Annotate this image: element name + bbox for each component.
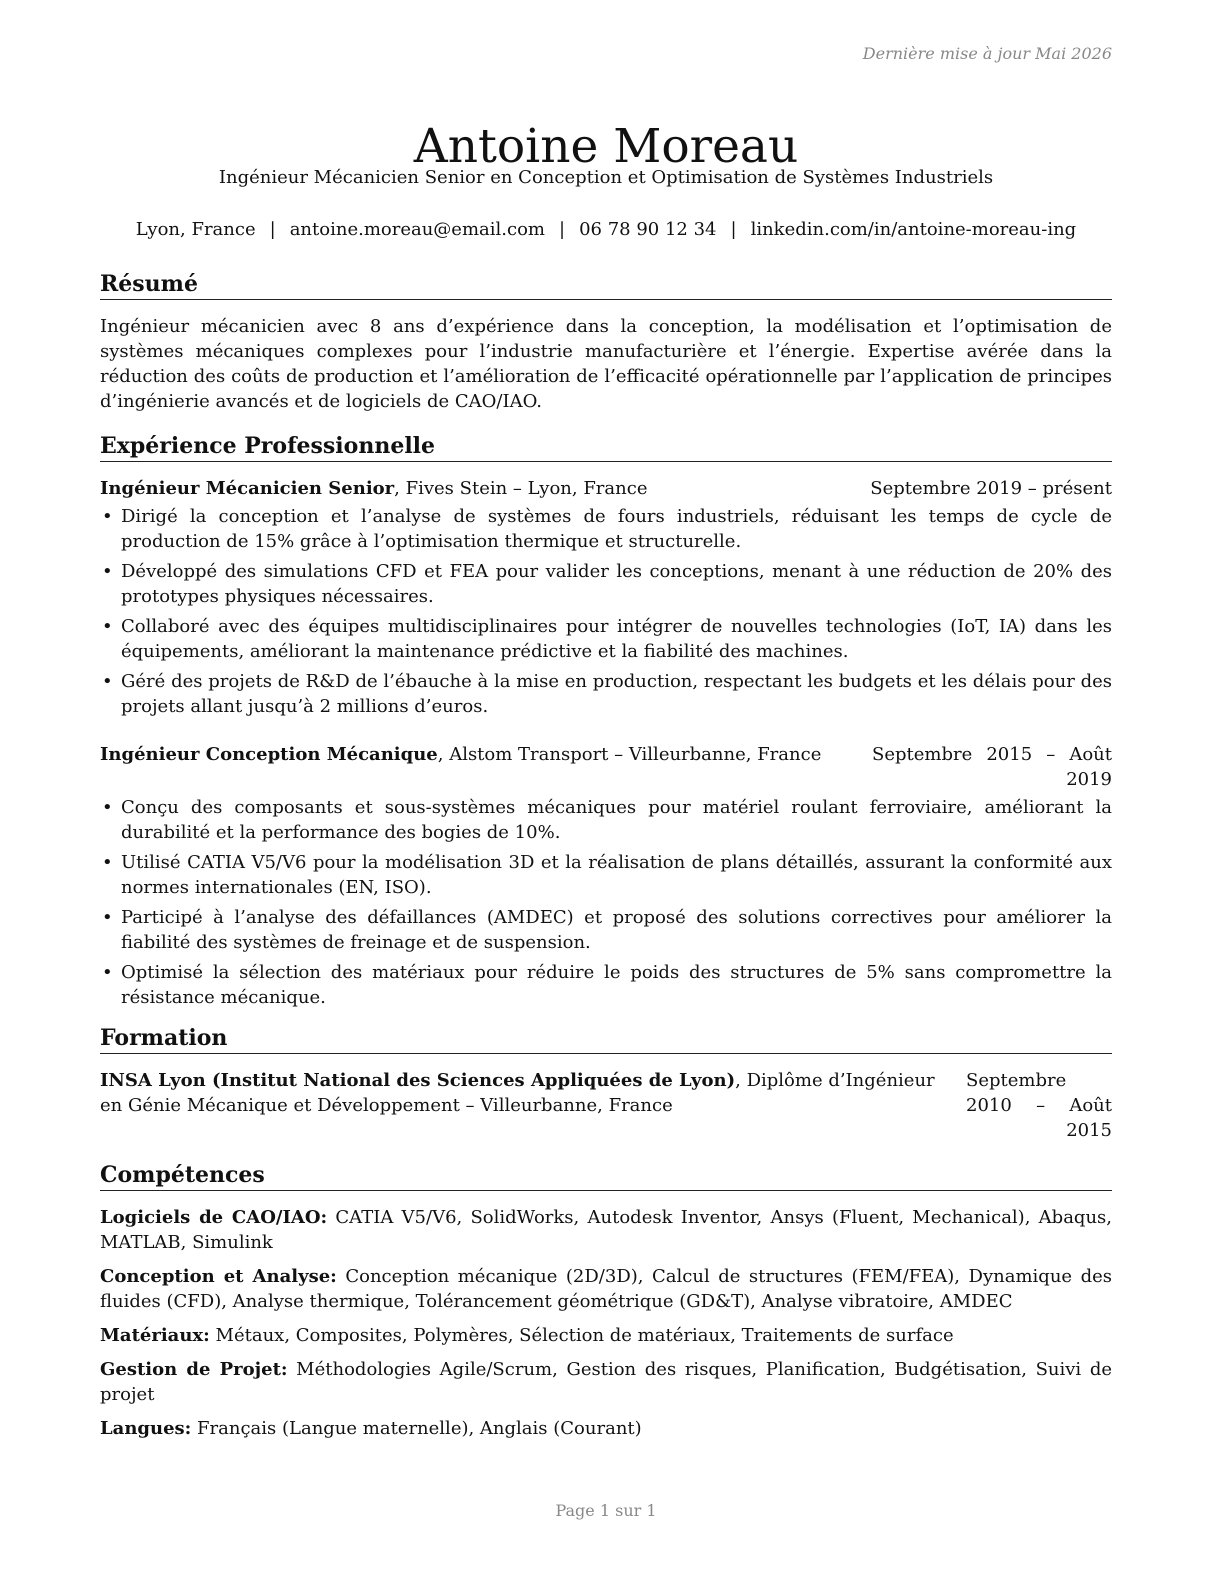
job-role-company: [100, 476, 870, 501]
skill-value: Français (Langue maternelle), Anglais (Courant): [191, 1418, 642, 1439]
contact-linkedin[interactable]: linkedin.com/in/antoine-moreau-ing: [750, 219, 1077, 240]
job-header: [100, 742, 1112, 792]
skill-label: Gestion de Projet:: [100, 1359, 288, 1380]
summary-text: Ingénieur mécanicien avec 8 ans d’expérience dans la conception, la modélisation et l’optimisation de systèmes mécaniques complexes pour l’industrie manufacturière et l’énergie. Expertise avérée dans la réduction des coûts de production et l’amélioration de l’efficacité opérationnelle par l’application de principes d’ingénierie avancés et de logiciels de CAO/IAO.: [100, 316, 1112, 412]
skill-row: [100, 1323, 1112, 1348]
contact-separator: |: [730, 219, 737, 240]
skill-label: Logiciels de CAO/IAO:: [100, 1207, 328, 1228]
education-degree: , Diplôme d’Ingénieur en Génie Mécanique et Développement – Villeurbanne, France: [100, 1070, 935, 1116]
job-title: Ingénieur Mécanicien Senior en Conception et Optimisation de Systèmes Industriels: [218, 167, 994, 188]
job-role: Ingénieur Mécanicien Senior: [100, 478, 395, 499]
resume-content: [100, 270, 1112, 1455]
skill-value: Conception mécanique (2D/3D), Calcul de structures (FEM/FEA), Dynamique des fluides (CFD), Analyse thermique, Tolérancement géométrique (GD&T), Analyse vibratoire, AMDEC: [100, 1266, 1112, 1312]
section-title-summary: Résumé: [100, 270, 1112, 300]
skill-row: [100, 1205, 1112, 1255]
job-company: , Alstom Transport – Villeurbanne, France: [437, 744, 822, 765]
last-updated: Dernière mise à jour Mai 2026: [862, 44, 1112, 63]
contact-separator: |: [269, 219, 276, 240]
contact-phone[interactable]: 06 78 90 12 34: [579, 219, 717, 240]
skill-value: Métaux, Composites, Polymères, Sélection de matériaux, Traitements de surface: [209, 1325, 954, 1346]
contact-separator: |: [558, 219, 566, 240]
person-name: Antoine Moreau: [413, 119, 799, 175]
skill-row: [100, 1357, 1112, 1407]
skill-label: Matériaux:: [100, 1325, 210, 1346]
job-company: , Fives Stein – Lyon, France: [394, 478, 648, 499]
page-number: Page 1 sur 1: [555, 1501, 657, 1520]
education-section: [100, 1024, 1112, 1143]
job-dates: Septembre 2019 – présent: [870, 478, 1112, 499]
list-item: • Dirigé la conception et l’analyse de systèmes de fours industriels, réduisant les temps de cycle de production de 15% grâce à l’optimisation thermique et structurelle.: [100, 504, 1112, 554]
job-bullets: [100, 795, 1112, 1010]
resume-page: [100, 0, 1112, 1584]
skill-label: Langues:: [100, 1418, 192, 1439]
education-school-degree: [100, 1068, 966, 1118]
job-bullets: [100, 504, 1112, 719]
list-item: • Optimisé la sélection des matériaux pour réduire le poids des structures de 5% sans compromettre la résistance mécanique.: [100, 960, 1112, 1010]
list-item: • Participé à l’analyse des défaillances (AMDEC) et proposé des solutions correctives pour améliorer la fiabilité des systèmes de freinage et de suspension.: [100, 905, 1112, 955]
summary-section: [100, 270, 1112, 414]
job-role: Ingénieur Conception Mécanique: [100, 744, 438, 765]
job-role-company: [100, 742, 872, 767]
job-dates: Septembre 2015 – Août 2019: [872, 744, 1112, 790]
section-title-skills: Compétences: [100, 1161, 1112, 1191]
experience-section: [100, 432, 1112, 1010]
section-title-experience: Expérience Professionnelle: [100, 432, 1112, 462]
list-item: • Conçu des composants et sous-systèmes mécaniques pour matériel roulant ferroviaire, améliorant la durabilité et la performance des bogies de 10%.: [100, 795, 1112, 845]
skill-value: Méthodologies Agile/Scrum, Gestion des risques, Planification, Budgétisation, Suivi de projet: [100, 1359, 1112, 1405]
contact-email[interactable]: antoine.moreau@email.com: [289, 219, 545, 240]
education-header: [100, 1068, 1112, 1143]
list-item: • Collaboré avec des équipes multidisciplinaires pour intégrer de nouvelles technologies (IoT, IA) dans les équipements, améliorant la maintenance prédictive et la fiabilité des machines.: [100, 614, 1112, 664]
skills-section: [100, 1161, 1112, 1441]
education-dates: Septembre 2010 – Août 2015: [966, 1070, 1112, 1141]
list-item: • Développé des simulations CFD et FEA pour valider les conceptions, menant à une réduction de 20% des prototypes physiques nécessaires.: [100, 559, 1112, 609]
skill-value: CATIA V5/V6, SolidWorks, Autodesk Inventor, Ansys (Fluent, Mechanical), Abaqus, MATLAB, Simulink: [100, 1207, 1112, 1253]
skill-row: [100, 1416, 1112, 1441]
education-school: INSA Lyon (Institut National des Sciences Appliquées de Lyon): [100, 1070, 736, 1091]
section-title-education: Formation: [100, 1024, 1112, 1054]
contact-line: [100, 219, 1112, 240]
list-item: • Utilisé CATIA V5/V6 pour la modélisation 3D et la réalisation de plans détaillés, assurant la conformité aux normes internationales (EN, ISO).: [100, 850, 1112, 900]
contact-location: Lyon, France: [135, 219, 256, 240]
list-item: • Géré des projets de R&D de l’ébauche à la mise en production, respectant les budgets et les délais pour des projets allant jusqu’à 2 millions d’euros.: [100, 669, 1112, 719]
skill-label: Conception et Analyse:: [100, 1266, 337, 1287]
skill-row: [100, 1264, 1112, 1314]
job-header: [100, 476, 1112, 501]
